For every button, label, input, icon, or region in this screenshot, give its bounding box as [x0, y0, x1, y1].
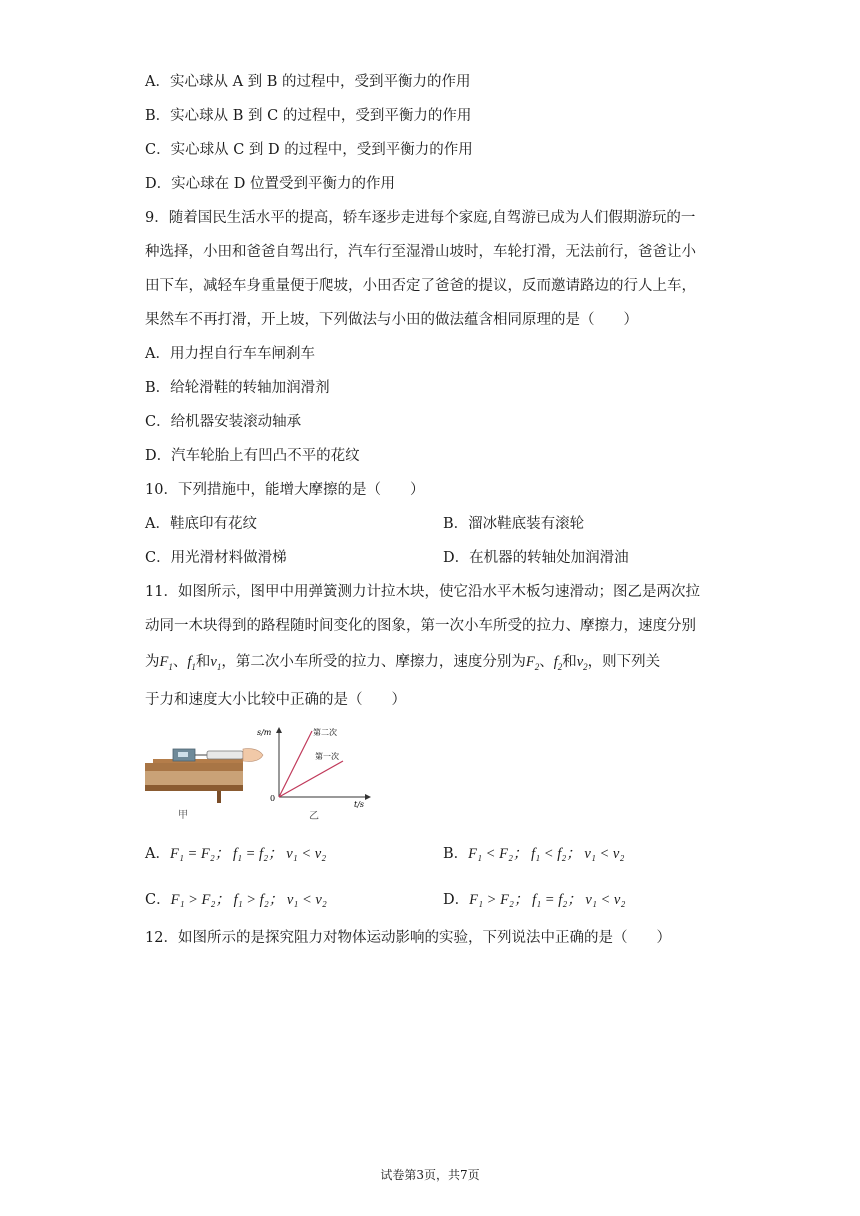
symbol-v2: $v_2$ — [576, 654, 588, 672]
st-graph — [257, 727, 371, 809]
q9-option-c: C．给机器安装滚动轴承 — [145, 414, 302, 430]
q11-text: 、 — [172, 654, 188, 670]
q10-option-b: B．溜冰鞋底装有滚轮 — [443, 516, 585, 532]
label-jia: 甲 — [178, 810, 188, 821]
q12-stem: 12．如图所示的是探究阻力对物体运动影响的实验，下列说法中正确的是（ ） — [145, 930, 671, 946]
label-yi: 乙 — [309, 811, 319, 822]
page-footer: 试卷第3页，共7页 — [380, 1168, 480, 1182]
q8-option-d: D．实心球在 D 位置受到平衡力的作用 — [145, 176, 395, 192]
q9-option-b: B．给轮滑鞋的转轴加润滑剂 — [145, 380, 330, 396]
q11-stem-line-1: 11．如图所示，图甲中用弹簧测力计拉木块，使它沿水平木板匀速滑动；图乙是两次拉 — [145, 584, 700, 600]
q11-option-c — [145, 890, 327, 910]
q9-stem-line-2: 种选择，小田和爸爸自驾出行，汽车行至湿滑山坡时，车轮打滑，无法前行，爸爸让小 — [145, 244, 696, 260]
q11-stem-line-4: 于力和速度大小比较中正确的是（ ） — [145, 692, 406, 708]
origin-label: 0 — [270, 794, 276, 803]
option-expression: F₁ > F₂； f₁ > f₂； v₁ < v₂ — [170, 892, 327, 908]
symbol-F2: $F_2$ — [525, 654, 540, 672]
q9-option-d: D．汽车轮胎上有凹凸不平的花纹 — [145, 448, 360, 464]
q11-stem-line-2: 动同一木块得到的路程随时间变化的图象，第一次小车所受的拉力、摩擦力，速度分别 — [145, 618, 696, 634]
y-axis-label: s/m — [257, 728, 272, 737]
option-expression: F₁ > F₂； f₁ = f₂； v₁ < v₂ — [469, 892, 626, 908]
series-first-label: 第一次 — [315, 752, 339, 761]
option-expression: F₁ < F₂； f₁ < f₂； v₁ < v₂ — [468, 846, 625, 862]
q11-text: ，则下列关 — [587, 654, 661, 670]
q11-text: 和 — [195, 654, 211, 670]
q11-text: 、 — [539, 654, 554, 670]
q11-text: 和 — [562, 654, 577, 670]
x-axis-label: t/s — [354, 800, 365, 809]
q9-option-a: A．用力捏自行车车闸刹车 — [145, 346, 315, 362]
symbol-v1: $v_1$ — [210, 654, 222, 672]
option-letter: D． — [443, 892, 470, 908]
q9-stem-line-3: 田下车，减轻车身重量便于爬坡，小田否定了爸爸的提议，反而邀请路边的行人上车， — [145, 278, 696, 294]
symbol-F1: $F_1$ — [159, 654, 173, 672]
q9-stem-line-1: 9．随着国民生活水平的提高，轿车逐步走进每个家庭,自驾游已成为人们假期游玩的一 — [145, 210, 696, 226]
q9-stem-line-4: 果然车不再打滑，开上坡，下列做法与小田的做法蕴含相同原理的是（ ） — [145, 312, 638, 328]
q10-option-c: C．用光滑材料做滑梯 — [145, 550, 287, 566]
symbol-f1: $f_1$ — [187, 654, 196, 672]
q11-option-b — [443, 844, 624, 864]
q10-stem: 10．下列措施中，能增大摩擦的是（ ） — [145, 482, 425, 498]
option-letter: B． — [443, 846, 469, 862]
q11-figure — [145, 725, 395, 825]
q10-option-a: A．鞋底印有花纹 — [145, 516, 257, 532]
table-illustration — [145, 749, 263, 803]
option-letter: C． — [145, 892, 171, 908]
option-letter: A． — [145, 846, 170, 862]
q11-option-d — [443, 890, 625, 910]
q8-option-c: C．实心球从 C 到 D 的过程中，受到平衡力的作用 — [145, 142, 473, 158]
q8-option-b: B．实心球从 B 到 C 的过程中，受到平衡力的作用 — [145, 108, 472, 124]
q11-text: ，第二次小车所受的拉力、摩擦力，速度分别为 — [221, 654, 526, 670]
q8-option-a: A．实心球从 A 到 B 的过程中，受到平衡力的作用 — [145, 74, 471, 90]
q11-option-a — [145, 844, 326, 864]
option-expression: F₁ = F₂； f₁ = f₂； v₁ < v₂ — [169, 846, 327, 862]
q10-option-d: D．在机器的转轴处加润滑油 — [443, 550, 629, 566]
q11-text: 为 — [145, 654, 160, 670]
series-second-label: 第二次 — [313, 728, 337, 737]
symbol-f2: $f_2$ — [553, 654, 563, 672]
q11-stem-line-3 — [145, 652, 660, 677]
